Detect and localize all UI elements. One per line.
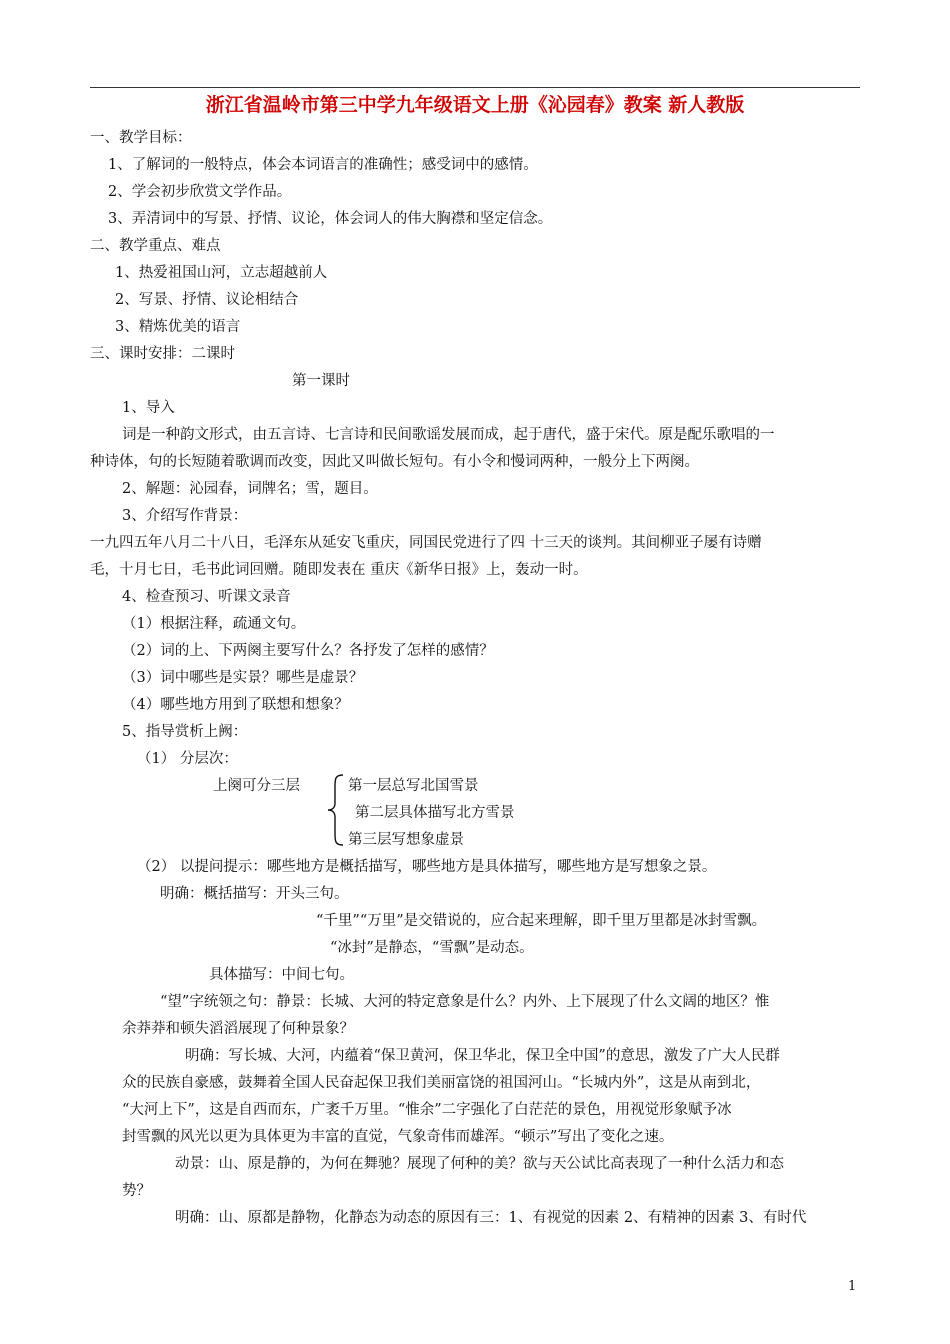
text-line: 2、学会初步欣赏文学作品。 (108, 184, 292, 200)
text-line: 三、课时安排：二课时 (90, 346, 235, 362)
text-line: （2） 以提问提示：哪些地方是概括描写，哪些地方是具体描写，哪些地方是写想象之景。 (137, 859, 717, 875)
text-line: 第一课时 (292, 373, 350, 389)
curly-brace-icon (326, 773, 346, 847)
document-title: 浙江省温岭市第三中学九年级语文上册《沁园春》教案 新人教版 (205, 94, 745, 116)
text-line: 明确：山、原都是静物，化静态为动态的原因有三：1、有视觉的因素 2、有精神的因素 3、有时代 (175, 1210, 807, 1226)
text-line: 词是一种韵文形式，由五言诗、七言诗和民间歌谣发展而成，起于唐代，盛于宋代。原是配乐歌唱的一 (122, 427, 775, 443)
text-line: 3、精炼优美的语言 (115, 319, 241, 335)
text-line: 2、解题：沁园春，词牌名；雪，题目。 (122, 481, 378, 497)
text-line: 1、了解词的一般特点，体会本词语言的准确性；感受词中的感情。 (108, 157, 538, 173)
text-line: 5、指导赏析上阙： (122, 724, 248, 740)
text-line: 种诗体，句的长短随着歌调而改变，因此又叫做长短句。有小令和慢词两种，一般分上下两阕。 (90, 454, 699, 470)
text-line: 一九四五年八月二十八日，毛泽东从延安飞重庆，同国民党进行了四 十三天的谈判。其间柳亚子屡有诗赠 (90, 535, 762, 551)
text-line: 明确：写长城、大河，内蕴着“保卫黄河，保卫华北，保卫全中国”的意思，激发了广大人民群 (185, 1048, 780, 1064)
text-line: 3、介绍写作背景： (122, 508, 248, 524)
text-line: （1） 分层次： (137, 751, 238, 767)
text-line: 明确：概括描写：开头三句。 (160, 886, 349, 902)
text-line: 上阕可分三层 (213, 778, 300, 794)
text-line: “大河上下”，这是自西而东，广袤千万里。“惟余”二字强化了白茫茫的景色，用视觉形象赋予冰 (122, 1102, 732, 1118)
text-line: 二、教学重点、难点 (90, 238, 221, 254)
text-line: 势？ (122, 1183, 151, 1199)
text-line: 一、教学目标： (90, 130, 192, 146)
text-line: （1）根据注释，疏通文句。 (122, 616, 306, 632)
text-line: 毛，十月七日，毛书此词回赠。随即发表在 重庆《新华日报》上，轰动一时。 (90, 562, 588, 578)
text-line: “冰封”是静态，“雪飘”是动态。 (330, 940, 534, 956)
page-number: 1 (848, 1279, 857, 1294)
text-line: 1、导入 (122, 400, 175, 416)
text-line: 3、弄清词中的写景、抒情、议论，体会词人的伟大胸襟和坚定信念。 (108, 211, 553, 227)
text-line: 第二层具体描写北方雪景 (355, 805, 515, 821)
text-line: 动景：山、原是静的，为何在舞驰？展现了何种的美？欲与天公试比高表现了一种什么活力和态 (175, 1156, 784, 1172)
text-line: 封雪飘的风光以更为具体更为丰富的直觉，气象奇伟而雄浑。“顿示”写出了变化之速。 (122, 1129, 674, 1145)
text-line: （3）词中哪些是实景？哪些是虚景？ (122, 670, 364, 686)
text-line: （2）词的上、下两阕主要写什么？各抒发了怎样的感情？ (122, 643, 494, 659)
text-line: 第三层写想象虚景 (348, 832, 464, 848)
text-line: “千里”“万里”是交错说的，应合起来理解，即千里万里都是冰封雪飘。 (316, 913, 767, 929)
text-line: 具体描写：中间七句。 (209, 967, 354, 983)
text-line: 第一层总写北国雪景 (348, 778, 479, 794)
text-line: 余莽莽和顿失滔滔展现了何种景象？ (122, 1021, 354, 1037)
text-line: 2、写景、抒情、议论相结合 (115, 292, 299, 308)
text-line: 众的民族自豪感，鼓舞着全国人民奋起保卫我们美丽富饶的祖国河山。“长城内外”，这是从南到北， (122, 1075, 761, 1091)
text-line: （4）哪些地方用到了联想和想象？ (122, 697, 349, 713)
text-line: 1、热爱祖国山河，立志超越前人 (115, 265, 328, 281)
text-line: 4、检查预习、听课文录音 (122, 589, 291, 605)
text-line: “望”字统领之句：静景：长城、大河的特定意象是什么？内外、上下展现了什么文阔的地区？惟 (160, 994, 770, 1010)
header-rule (90, 87, 860, 88)
